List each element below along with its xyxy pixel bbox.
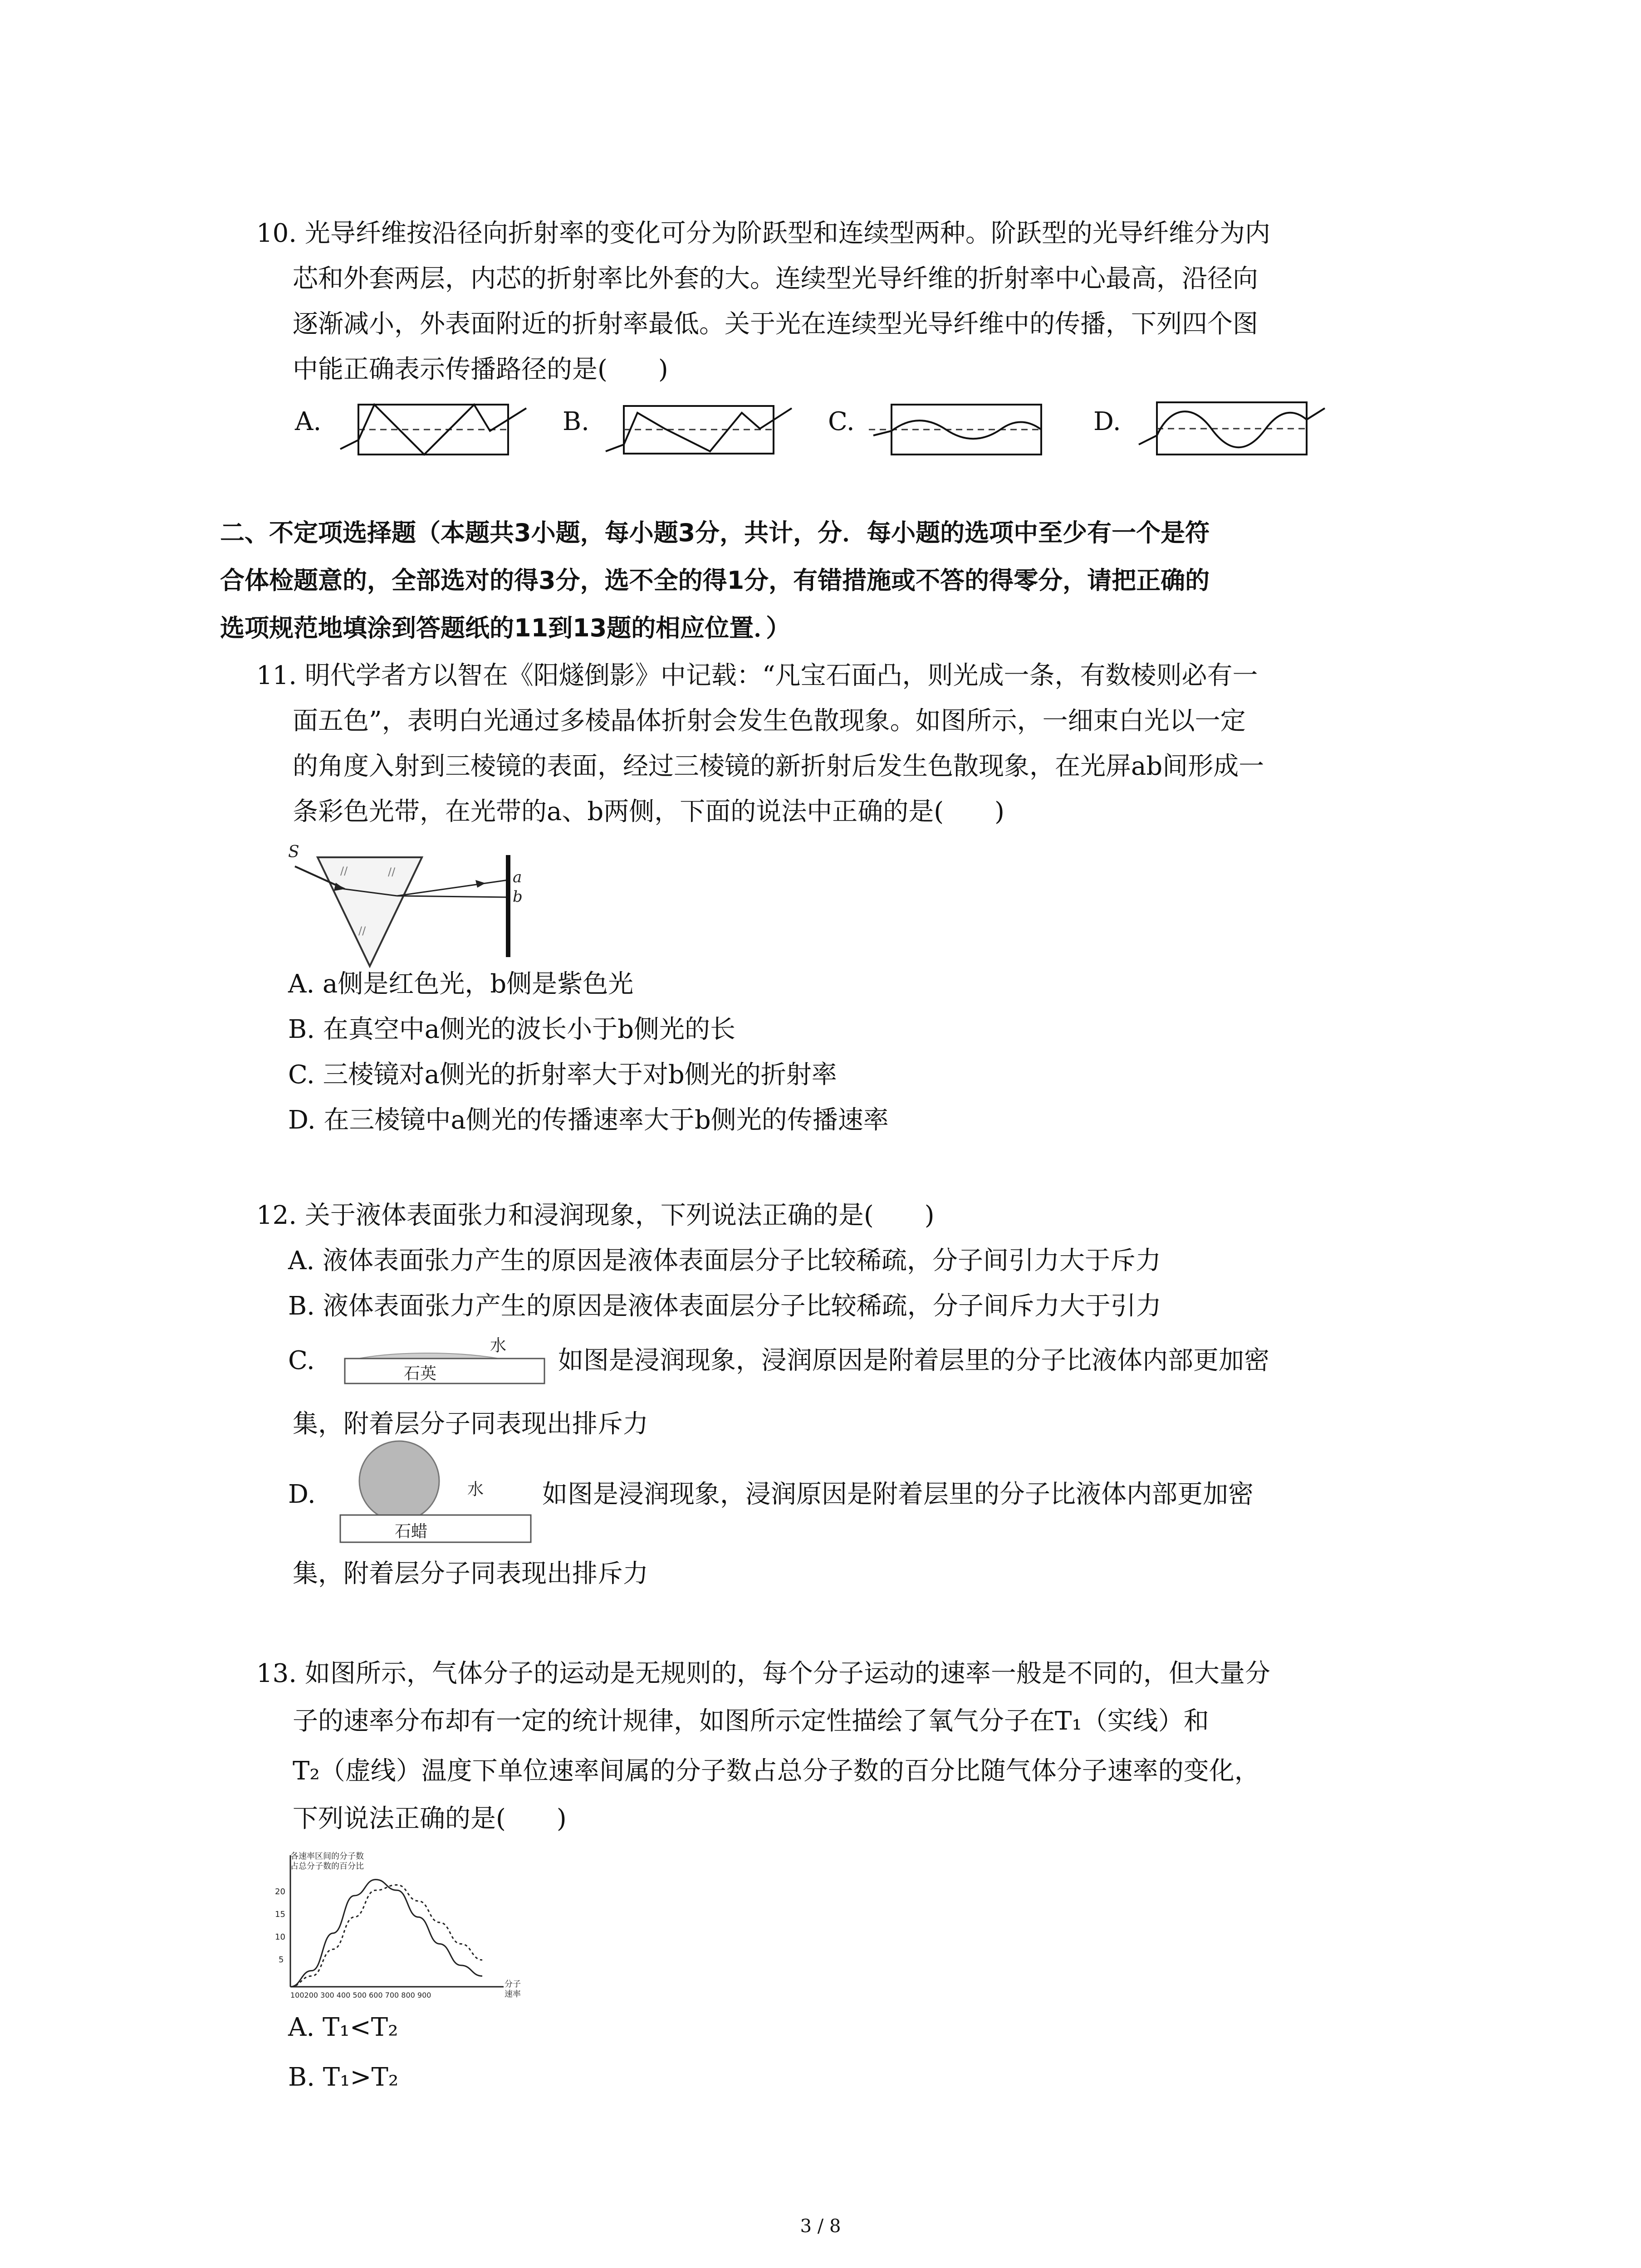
q11-line-4: 条彩色光带，在光带的a、b两侧，下面的说法中正确的是( ) <box>293 797 1004 826</box>
q11-line-3: 的角度入射到三棱镜的表面，经过三棱镜的新折射后发生色散现象，在光屏ab间形成一 <box>293 752 1264 781</box>
q10-option-c-label: C. <box>828 407 855 436</box>
q12-stem: 12. 关于液体表面张力和浸润现象，下列说法正确的是( ) <box>256 1201 935 1230</box>
section2-line-2: 合体检题意的，全部选对的得3分，选不全的得1分，有错措施或不答的得零分，请把正确的 <box>220 566 1210 595</box>
q13-option-b: B. T₁>T₂ <box>288 2063 399 2092</box>
q12-c-solid-label: 石英 <box>404 1364 437 1383</box>
q12-option-c-label: C. <box>288 1346 315 1375</box>
q12-option-d-figure <box>336 1442 535 1551</box>
q11-label-b: b <box>513 888 523 906</box>
q13-line-2: 子的速率分布却有一定的统计规律，如图所示定性描绘了氧气分子在T₁（实线）和 <box>293 1706 1209 1736</box>
q13-ylabel-1: 各速率区间的分子数 <box>290 1852 364 1861</box>
svg-text://: // <box>388 865 396 878</box>
q10-option-d-label: D. <box>1093 407 1121 436</box>
q11-line-2: 面五色”，表明白光通过多棱晶体折射会发生色散现象。如图所示，一细束白光以一定 <box>293 706 1246 736</box>
q12-option-b: B. 液体表面张力产生的原因是液体表面层分子比较稀疏，分子间斥力大于引力 <box>288 1291 1161 1321</box>
q11-label-a: a <box>513 868 522 886</box>
q11-prism-figure <box>272 844 526 975</box>
q12-d-solid-label: 石蜡 <box>395 1522 428 1541</box>
q12-option-d-text-2: 集，附着层分子同表现出排斥力 <box>293 1559 648 1589</box>
q11-label-s: S <box>288 843 299 861</box>
section2-line-1: 二、不定项选择题（本题共3小题，每小题3分，共计，分．每小题的选项中至少有一个是符 <box>220 518 1210 547</box>
q10-option-a-label: A. <box>295 407 322 436</box>
q13-xlabel-2: 速率 <box>505 1989 521 1999</box>
q13-ytick-20: 20 <box>275 1887 285 1897</box>
page-number: 3 / 8 <box>800 2216 841 2237</box>
q13-line-3: T₂（虚线）温度下单位速率间属的分子数占总分子数的百分比随气体分子速率的变化， <box>293 1756 1260 1786</box>
q12-c-liquid-label: 水 <box>490 1336 507 1355</box>
q12-option-a: A. 液体表面张力产生的原因是液体表面层分子比较稀疏，分子间引力大于斥力 <box>288 1246 1161 1276</box>
q12-option-c-text: 如图是浸润现象，浸润原因是附着层里的分子比液体内部更加密 <box>558 1346 1269 1375</box>
q10-line-2: 芯和外套两层，内芯的折射率比外套的大。连续型光导纤维的折射率中心最高，沿径向 <box>293 264 1258 293</box>
q13-ytick-15: 15 <box>275 1910 285 1919</box>
q10-figure-a <box>336 395 531 463</box>
section2-line-3: 选项规范地填涂到答题纸的11到13题的相应位置．） <box>220 614 791 642</box>
q10-figure-d <box>1134 392 1329 465</box>
q13-series-t2-line <box>290 1885 482 1987</box>
q13-line-4: 下列说法正确的是( ) <box>293 1804 567 1833</box>
q13-option-a: A. T₁<T₂ <box>288 2013 398 2042</box>
q12-option-c-text-2: 集，附着层分子同表现出排斥力 <box>293 1409 648 1439</box>
q11-option-a: A. a侧是红色光，b侧是紫色光 <box>288 969 634 999</box>
q13-ylabel-2: 占总分子数的百分比 <box>290 1862 364 1871</box>
q13-line-1: 13. 如图所示，气体分子的运动是无规则的，每个分子运动的速率一般是不同的，但大量分 <box>256 1659 1270 1688</box>
q11-option-d: D. 在三棱镜中a侧光的传播速率大于b侧光的传播速率 <box>288 1105 889 1135</box>
q12-option-d-label: D. <box>288 1480 316 1509</box>
q13-ytick-10: 10 <box>275 1932 285 1942</box>
q10-figure-b <box>601 395 796 463</box>
q12-option-d-text: 如图是浸润现象，浸润原因是附着层里的分子比液体内部更加密 <box>542 1480 1254 1509</box>
q10-figure-c <box>869 395 1064 463</box>
q10-line-4: 中能正确表示传播路径的是( ) <box>293 355 668 384</box>
q12-d-liquid-label: 水 <box>467 1480 484 1499</box>
q11-line-1: 11. 明代学者方以智在《阳燧倒影》中记载：“凡宝石面凸，则光成一条，有数棱则必有一 <box>256 661 1258 690</box>
q13-speed-distribution-chart <box>272 1851 526 2005</box>
q10-option-b-label: B. <box>563 407 589 436</box>
q10-line-3: 逐渐减小，外表面附近的折射率最低。关于光在连续型光导纤维中的传播，下列四个图 <box>293 309 1258 339</box>
q13-xlabel-1: 分子 <box>505 1980 521 1989</box>
svg-text://: // <box>340 865 348 877</box>
q13-xticks: 100200 300 400 500 600 700 800 900 <box>290 1991 431 1999</box>
q13-ytick-5: 5 <box>279 1955 284 1965</box>
q11-option-b: B. 在真空中a侧光的波长小于b侧光的长 <box>288 1015 735 1044</box>
q12-option-c-figure <box>340 1334 554 1388</box>
svg-text://: // <box>358 924 366 937</box>
q10-line-1: 10. 光导纤维按沿径向折射率的变化可分为阶跃型和连续型两种。阶跃型的光导纤维分为内 <box>256 219 1270 248</box>
q11-option-c: C. 三棱镜对a侧光的折射率大于对b侧光的折射率 <box>288 1060 837 1090</box>
